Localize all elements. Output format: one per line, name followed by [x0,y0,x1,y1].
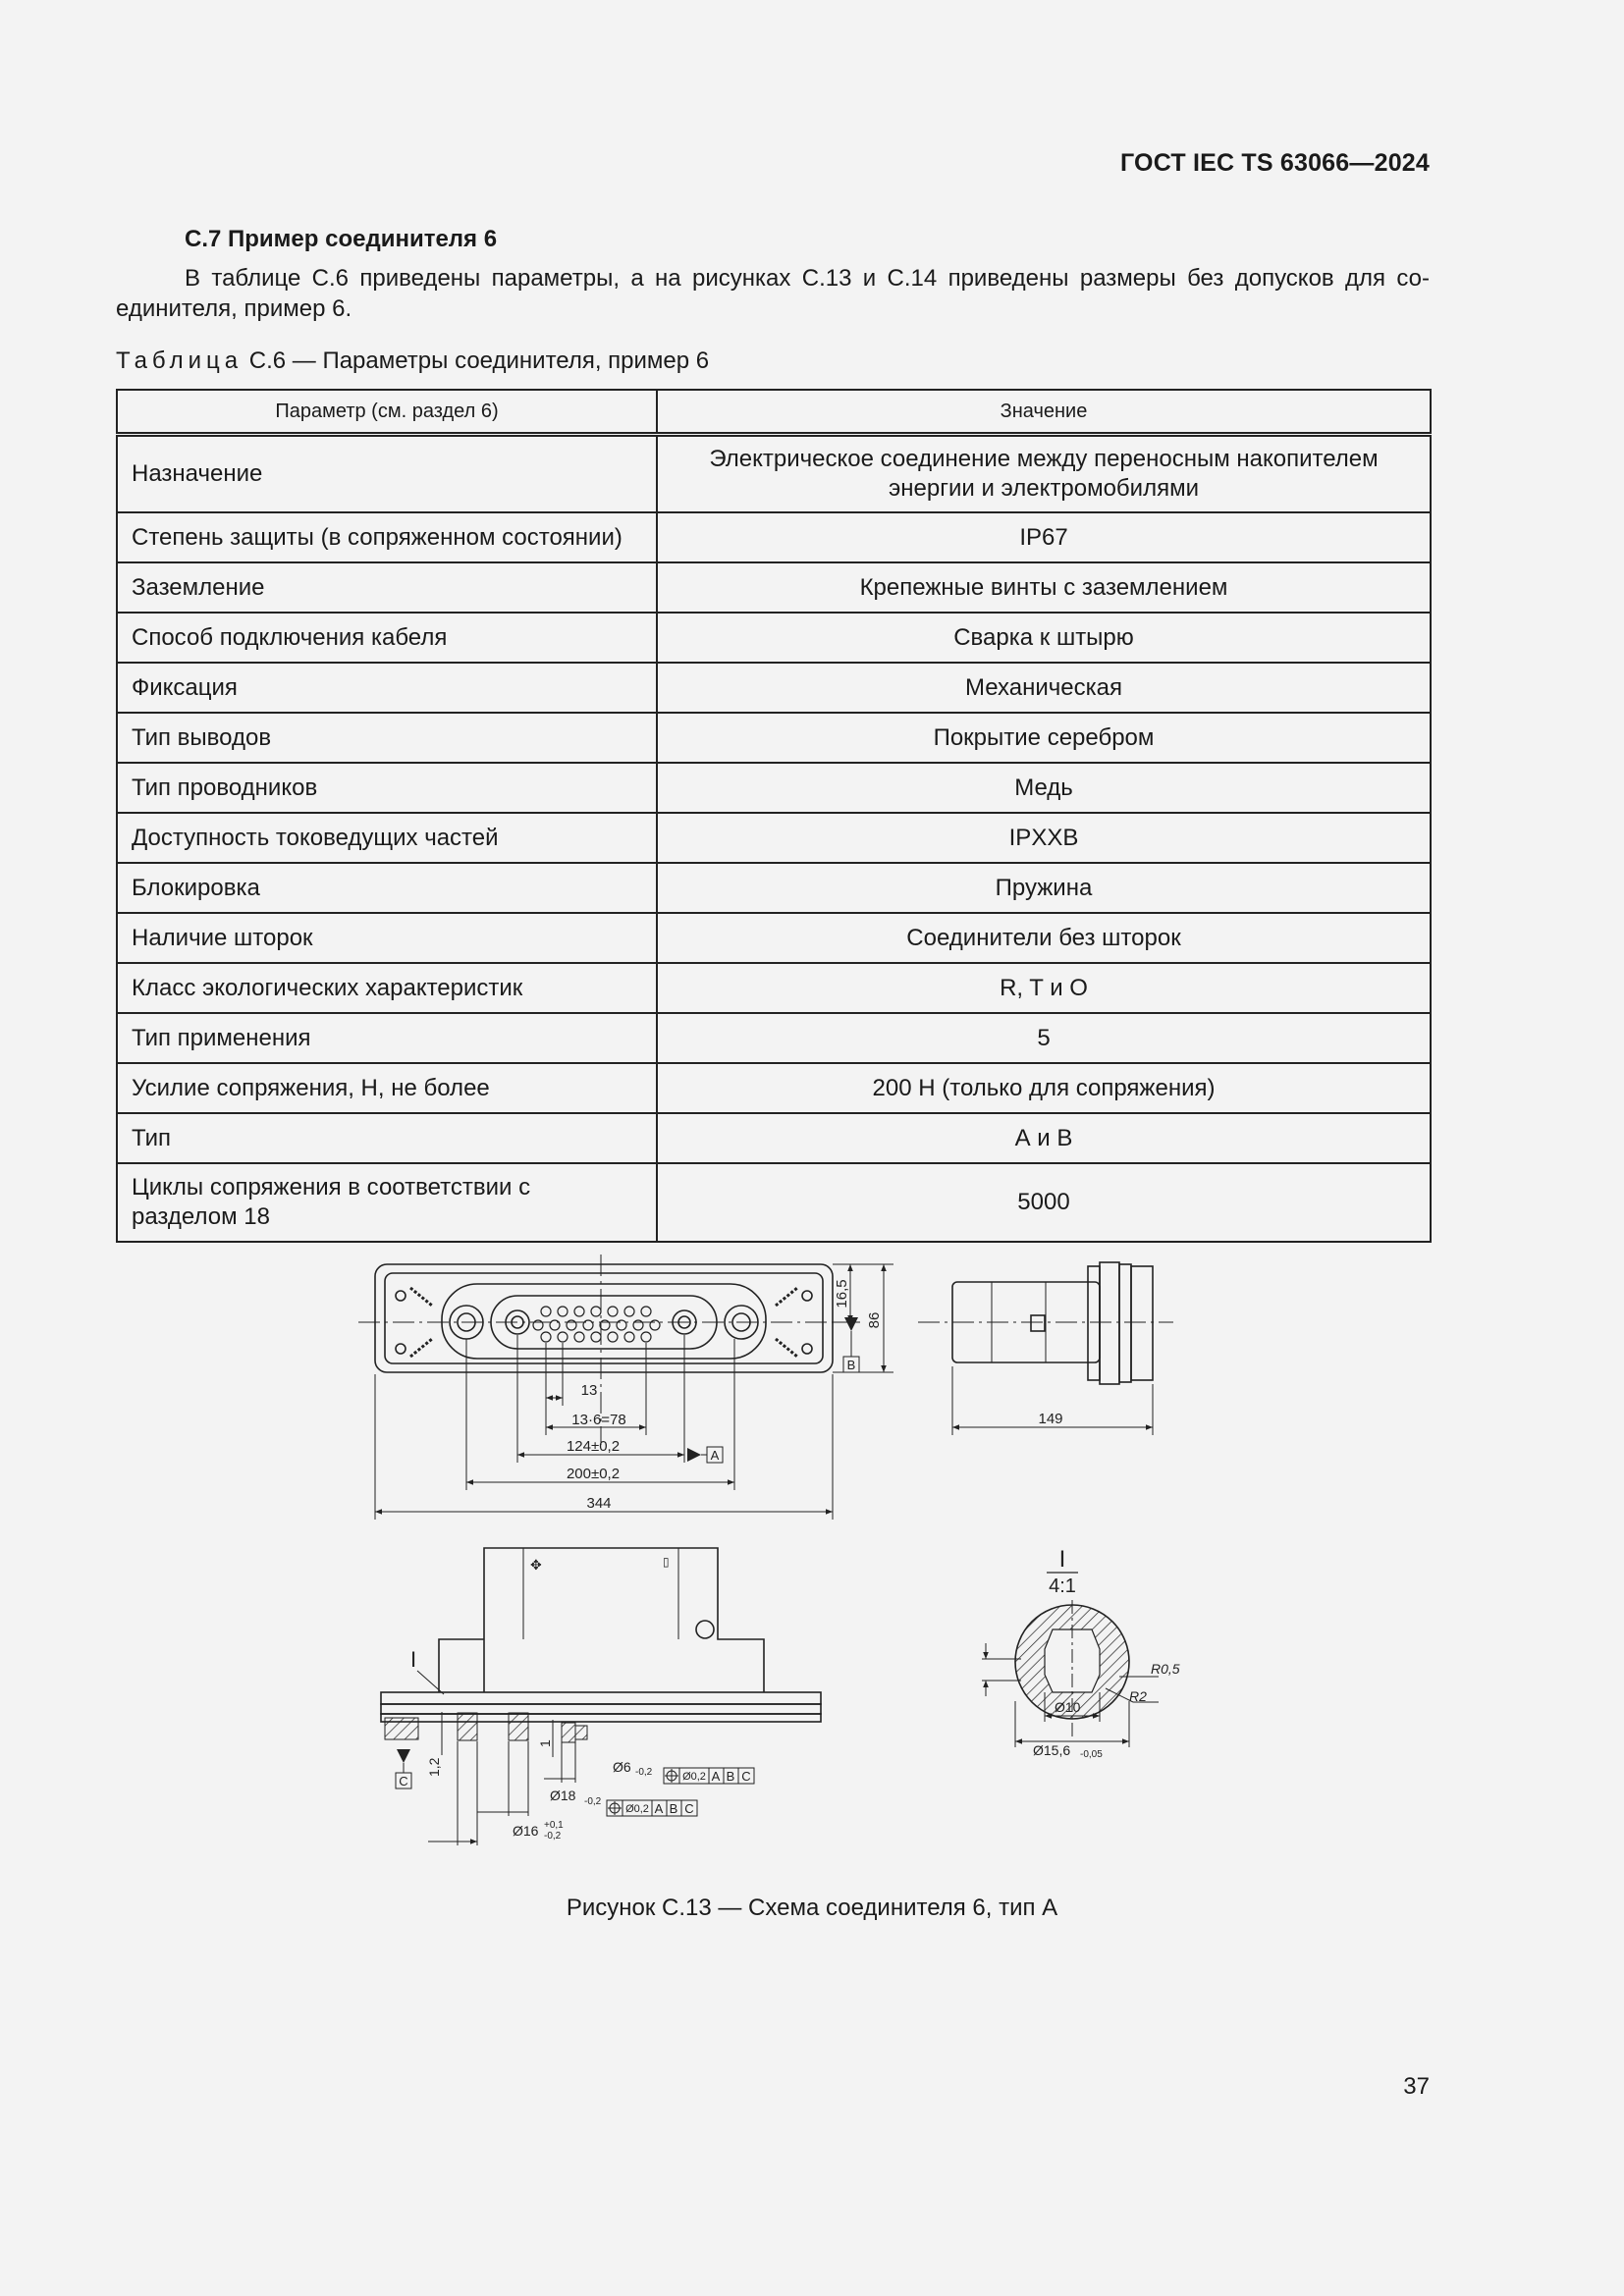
table-caption [116,347,709,375]
table-row [117,435,1431,513]
dim-dia6-tol: -0,2 [635,1767,653,1778]
dim-dia10: Ø10 [1055,1699,1081,1715]
dim-86: 86 [866,1311,883,1329]
fcf1-tolerance: Ø0,2 [682,1771,706,1783]
intro-line-2: единителя, пример 6. [116,295,352,322]
param-cell: Тип выводов [117,713,657,763]
param-cell: Тип проводников [117,763,657,813]
front-view-dimensions [375,1264,893,1520]
value-cell: Механическая [657,663,1431,713]
datum-b-label: B [846,1358,856,1372]
dim-dia15-6-tol: -0,05 [1080,1749,1103,1760]
table-row [117,1013,1431,1063]
dim-dia16-tol-dn: -0,2 [544,1831,562,1842]
dim-dia6: Ø6 [613,1759,631,1775]
table-row [117,1063,1431,1113]
table-caption-prefix: Таблица [116,347,244,374]
detail-scale: 4:1 [1049,1575,1076,1597]
value-cell: R, T и O [657,963,1431,1013]
dim-13x6: 13·6=78 [571,1412,626,1428]
standard-code: ГОСТ IEC TS 63066—2024 [1120,149,1430,177]
section-detail-marker: I [410,1647,417,1672]
table-row [117,863,1431,913]
dim-200: 200±0,2 [566,1466,621,1482]
param-cell: Циклы сопряжения в соответствии с разделом 18 [117,1163,657,1242]
side-view [918,1262,1173,1435]
figure-caption: Рисунок С.13 — Схема соединителя 6, тип А [566,1895,1058,1921]
connector-drawing [0,1247,1624,1855]
param-cell: Назначение [117,435,657,513]
datum-b [843,1317,859,1372]
feature-control-frame-1 [664,1768,754,1784]
detail-view [982,1546,1159,1747]
value-cell: Сварка к штырю [657,613,1431,663]
table-caption-text: С.6 — Параметры соединителя, пример 6 [243,347,710,374]
table-row [117,813,1431,863]
fcf2-tolerance: Ø0,2 [625,1803,649,1815]
dim-dia16-tol-up: +0,1 [544,1820,564,1831]
value-cell: IP67 [657,512,1431,562]
fcf1-datum-c: C [741,1769,751,1784]
column-header-value: Значение [657,390,1431,435]
parameters-table [116,389,1432,1243]
value-cell: 200 Н (только для сопряжения) [657,1063,1431,1113]
param-cell: Класс экологических характеристик [117,963,657,1013]
fcf2-datum-c: C [684,1801,694,1816]
table-row [117,613,1431,663]
value-cell: Пружина [657,863,1431,913]
table-row [117,913,1431,963]
param-cell: Тип применения [117,1013,657,1063]
dim-13: 13 [580,1382,598,1399]
dim-dia18-tol: -0,2 [584,1796,602,1807]
dim-124: 124±0,2 [566,1438,621,1455]
value-cell: IPXXB [657,813,1431,863]
dim-16-5: 16,5 [834,1279,850,1308]
dim-1: 1 [537,1739,553,1747]
value-cell: Покрытие серебром [657,713,1431,763]
dim-r2: R2 [1129,1688,1147,1704]
param-cell: Усилие сопряжения, Н, не более [117,1063,657,1113]
param-cell: Тип [117,1113,657,1163]
table-row [117,1113,1431,1163]
dim-1-2: 1,2 [426,1757,442,1777]
dim-dia15-6: Ø15,6 [1033,1742,1071,1758]
param-cell: Наличие шторок [117,913,657,963]
fcf1-datum-b: B [726,1769,735,1784]
svg-text:▯: ▯ [663,1555,670,1569]
dim-r0-5: R0,5 [1151,1661,1180,1677]
detail-label: I [1058,1546,1066,1573]
fcf2-datum-a: A [654,1801,664,1816]
value-cell: А и В [657,1113,1431,1163]
param-cell: Блокировка [117,863,657,913]
table-row [117,763,1431,813]
value-cell: Крепежные винты с заземлением [657,562,1431,613]
value-cell: Медь [657,763,1431,813]
section-view [381,1548,821,1742]
table-row [117,1163,1431,1242]
datum-c [396,1749,411,1789]
param-cell: Доступность токоведущих частей [117,813,657,863]
dim-dia16: Ø16 [513,1823,539,1839]
page-number: 37 [1403,2073,1430,2100]
datum-c-label: C [399,1774,408,1789]
param-cell: Заземление [117,562,657,613]
intro-paragraph [116,263,1430,324]
param-cell: Фиксация [117,663,657,713]
front-view-dimension-labels [567,1279,883,1512]
fcf2-datum-b: B [669,1801,678,1816]
datum-a [687,1447,723,1463]
datum-a-label: A [710,1448,720,1463]
intro-line-1: В таблице С.6 приведены параметры, а на рисунках С.13 и С.14 приведены размеры без допусков для со- [185,265,1430,292]
value-cell: Электрическое соединение между переносным накопителем энергии и электромобилями [657,435,1431,513]
param-cell: Степень защиты (в сопряженном состоянии) [117,512,657,562]
dim-dia18: Ø18 [550,1788,576,1803]
table-row [117,562,1431,613]
value-cell: 5000 [657,1163,1431,1242]
section-title: С.7 Пример соединителя 6 [185,226,498,252]
table-row [117,963,1431,1013]
table-row [117,663,1431,713]
dim-344: 344 [586,1495,612,1512]
svg-text:✥: ✥ [530,1557,542,1573]
fcf1-datum-a: A [711,1769,721,1784]
column-header-parameter: Параметр (см. раздел 6) [117,390,657,435]
table-header-row [117,390,1431,435]
feature-control-frame-2 [607,1800,697,1816]
value-cell: 5 [657,1013,1431,1063]
value-cell: Соединители без шторок [657,913,1431,963]
table-row [117,713,1431,763]
dim-149: 149 [1038,1411,1063,1427]
param-cell: Способ подключения кабеля [117,613,657,663]
table-row [117,512,1431,562]
